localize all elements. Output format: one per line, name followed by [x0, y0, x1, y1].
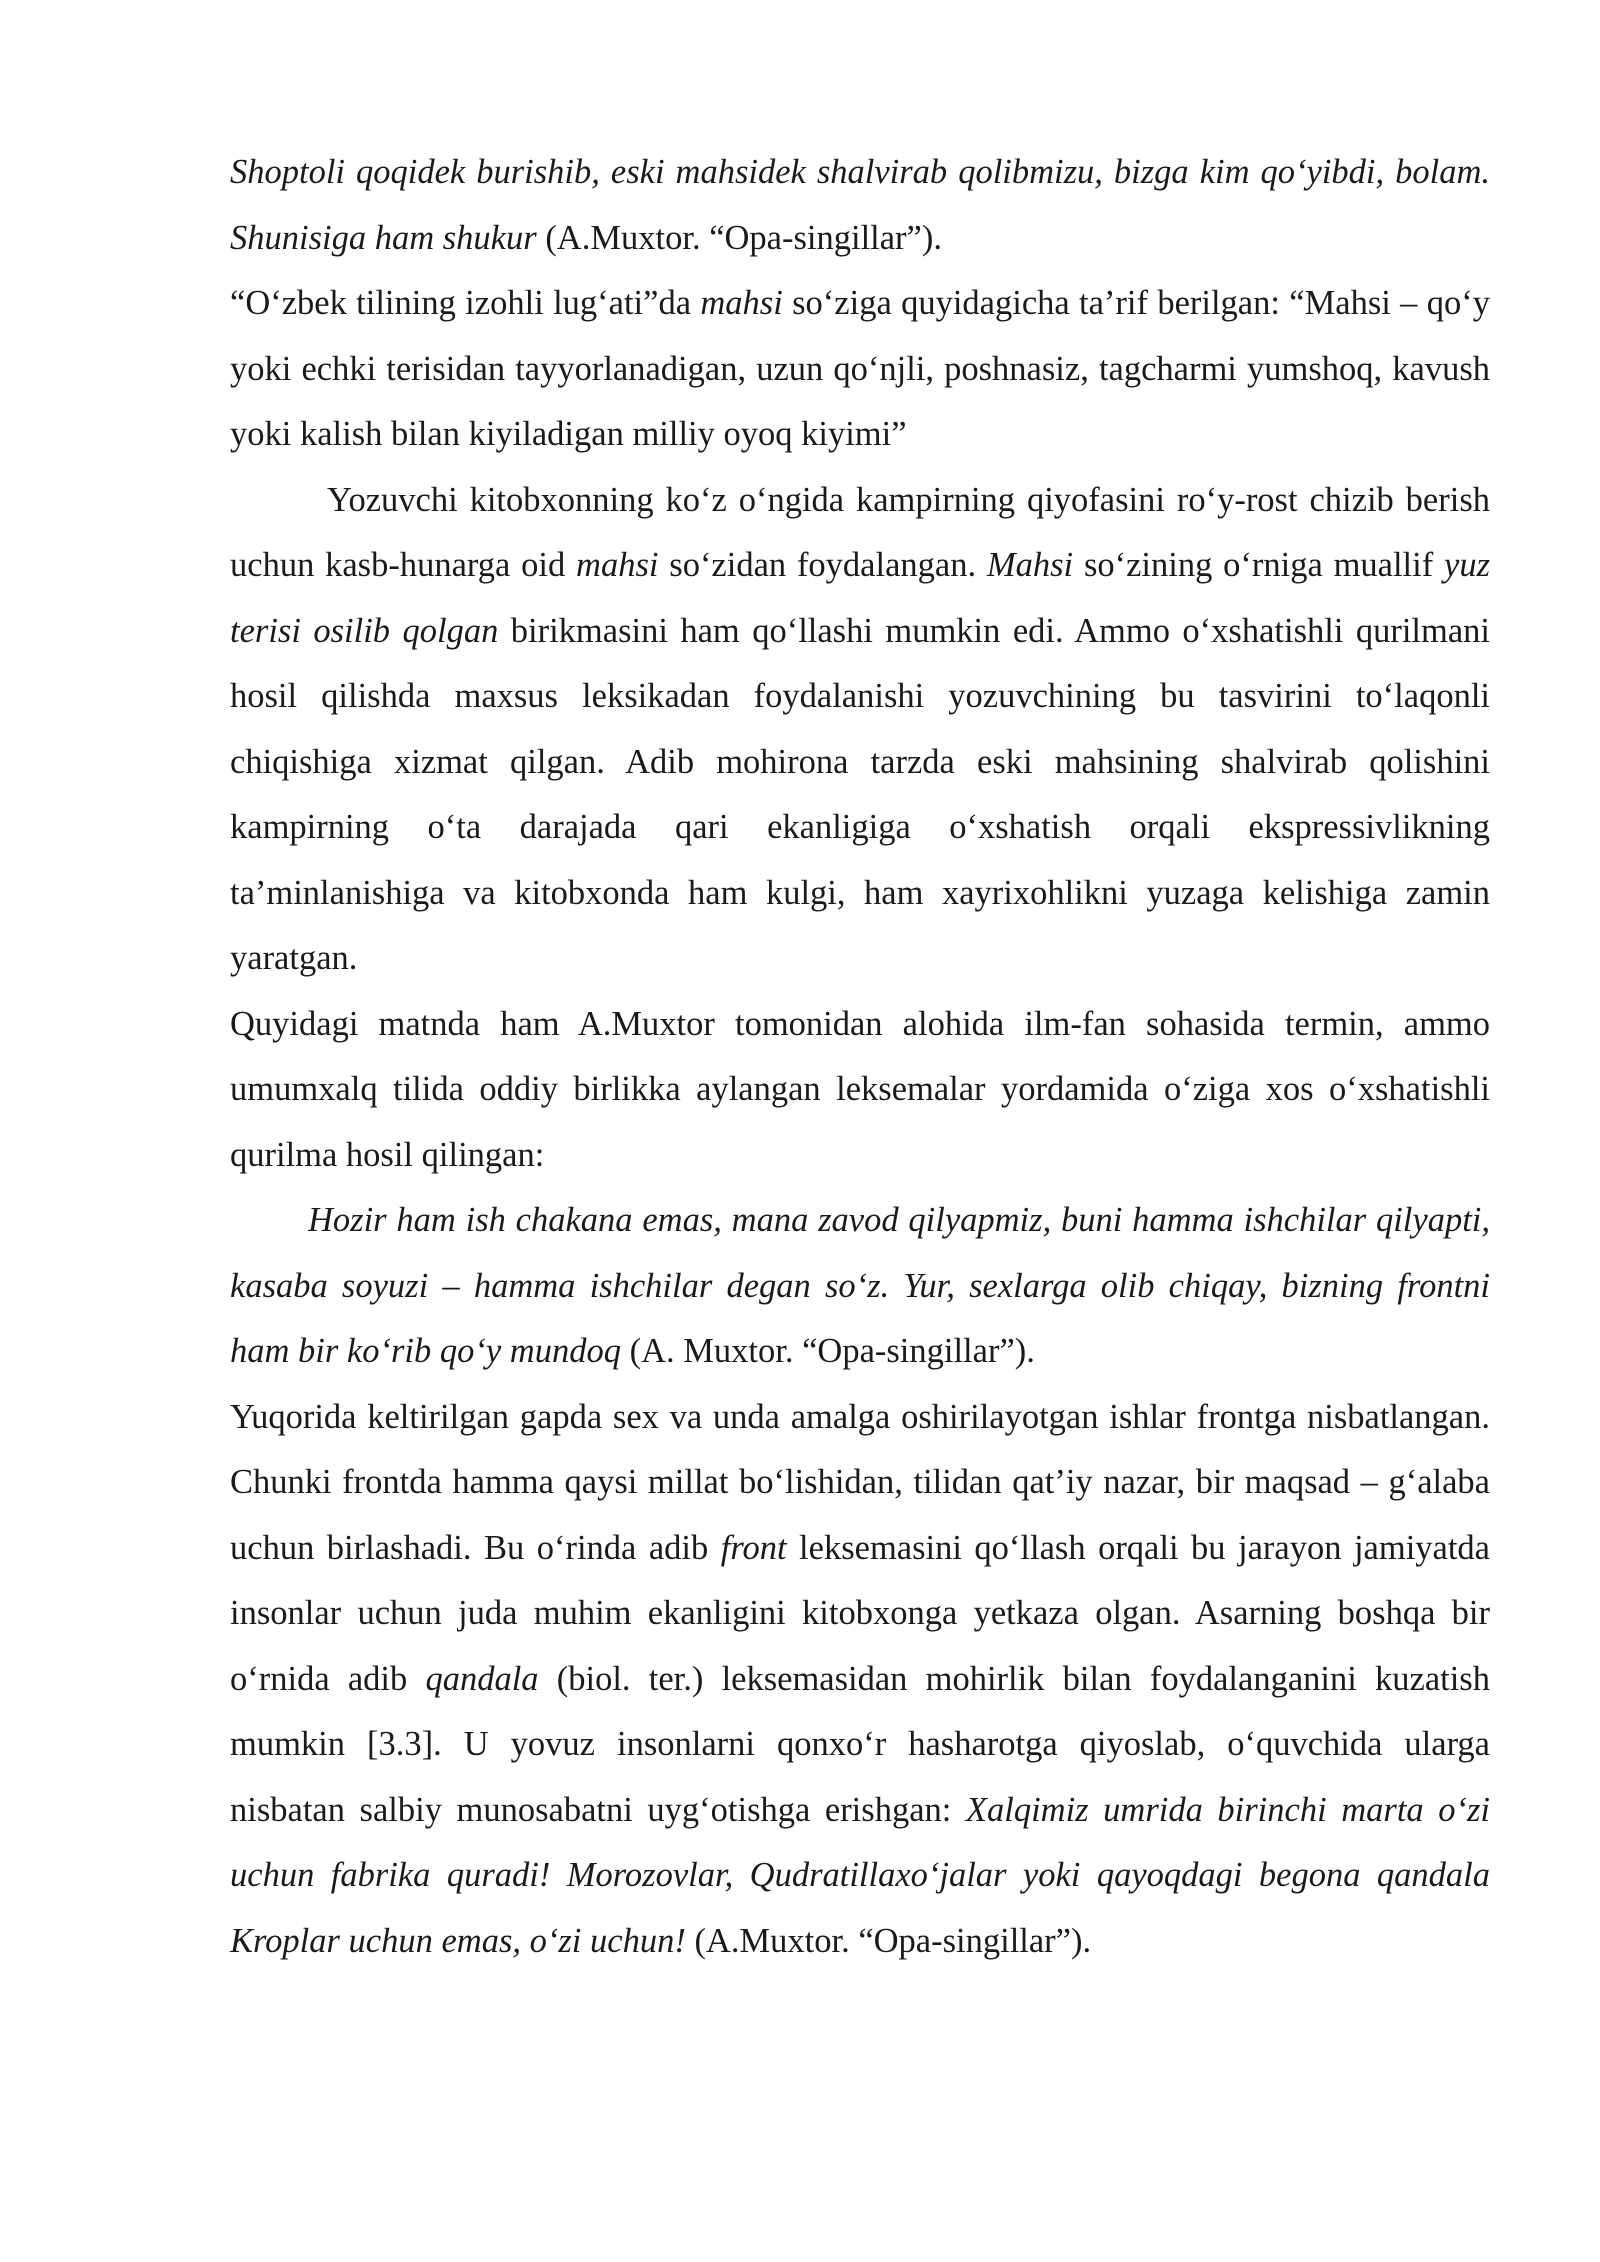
text: (biol. ter.) leksemasidan mohirlik bilan foydalanganini kuzatish mumkin [3.3]. U yovuz insonlarni qonxo‘r hasharotga qiyoslab, o‘quvchida ularga nisbatan salbiy munosabatni uyg‘otishga erishgan: — [230, 1659, 1490, 1829]
text: Quyidagi matnda ham A.Muxtor tomonidan alohida ilm-fan sohasida termin, ammo umumxalq tilida oddiy birlikka aylangan leksemalar yordamida o‘ziga xos o‘xshatishli qurilma hosil qilingan: — [230, 1004, 1490, 1174]
text: so‘ziga quyidagicha ta’rif berilgan: “Mahsi – qo‘y yoki echki terisidan tayyorlanadigan, uzun qo‘njli, poshnasiz, tagcharmi yumshoq, kavush yoki kalish bilan kiyiladigan milliy oyoq kiyimi” — [230, 284, 1490, 453]
italic-text: Hozir ham ish chakana emas, mana zavod qilyapmiz, buni hamma ishchilar qilyapti, kasaba soyuzi – hamma ishchilar degan so‘z. Yur, sexlarga olib chiqay, bizning frontni ham bir ko‘rib qo‘y mundoq — [230, 1201, 1490, 1370]
italic-text: qandala — [425, 1659, 539, 1698]
paragraph-mahsi-analysis — [230, 468, 1490, 992]
italic-text: mahsi — [576, 546, 659, 584]
italic-text: front — [720, 1528, 787, 1567]
text: so‘zidan foydalangan. — [658, 546, 987, 584]
text: (A. Muxtor. “Opa-singillar”). — [620, 1332, 1035, 1370]
text: so‘zining o‘rniga muallif — [1073, 546, 1445, 584]
paragraph-quote-hozir — [230, 1188, 1490, 1385]
text: (A.Muxtor. “Opa-singillar”). — [685, 1921, 1092, 1960]
paragraph-front-analysis — [230, 1385, 1490, 1975]
text: birikmasini ham qo‘llashi mumkin edi. Ammo o‘xshatishli qurilmani hosil qilishda maxsus leksikadan foydalanishi yozuvchining bu tasvirini to‘laqonli chiqishiga xizmat qilgan. Adib mohirona tarzda eski mahsining shalvirab qolishini kampirning o‘ta darajada qari ekanligiga o‘xshatish orqali ekspressivlikning ta’minlanishiga va kitobxonda ham kulgi, ham xayrixohlikni yuzaga kelishiga zamin yaratgan. — [230, 611, 1490, 977]
text: Yozuvchi kitobxonning ko‘z o‘ngida kampirning qiyofasini ro‘y-rost chizib berish uchun kasb-hunarga oid — [230, 480, 1490, 584]
text: Yuqorida keltirilgan gapda sex va unda amalga oshirilayotgan ishlar frontga nisbatlangan. Chunki frontda hamma qaysi millat bo‘lishidan, tilidan qat’iy nazar, bir maqsad – g‘alaba uchun birlashadi. Bu o‘rinda adib — [230, 1397, 1490, 1567]
text: leksemasini qo‘llash orqali bu jarayon jamiyatda insonlar uchun juda muhim ekanligini kitobxonga yetkaza olgan. Asarning boshqa bir o‘rnida adib — [230, 1528, 1490, 1698]
document-page — [230, 140, 1490, 1974]
italic-text: Xalqimiz umrida birinchi marta o‘zi uchun fabrika quradi! Morozovlar, Qudratillaxo‘jalar yoki qayoqdagi begona qandala Kroplar uchun emas, o‘zi uchun! — [230, 1790, 1490, 1960]
text: (A.Muxtor. “Opa-singillar”). — [536, 218, 942, 257]
italic-text: yuz terisi osilib qolgan — [230, 546, 1491, 650]
text: “O‘zbek tilining izohli lug‘ati”da — [230, 284, 701, 322]
paragraph-quote-shoptoli — [230, 140, 1490, 271]
italic-text: Mahsi — [986, 546, 1074, 584]
paragraph-quyidagi-matnda — [230, 992, 1490, 1189]
italic-text: Shoptoli qoqidek burishib, eski mahsidek shalvirab qolibmizu, bizga kim qo‘yibdi, bolam. Shunisiga ham shukur — [230, 153, 1490, 257]
italic-text: mahsi — [700, 284, 783, 322]
paragraph-dictionary-definition — [230, 271, 1490, 468]
